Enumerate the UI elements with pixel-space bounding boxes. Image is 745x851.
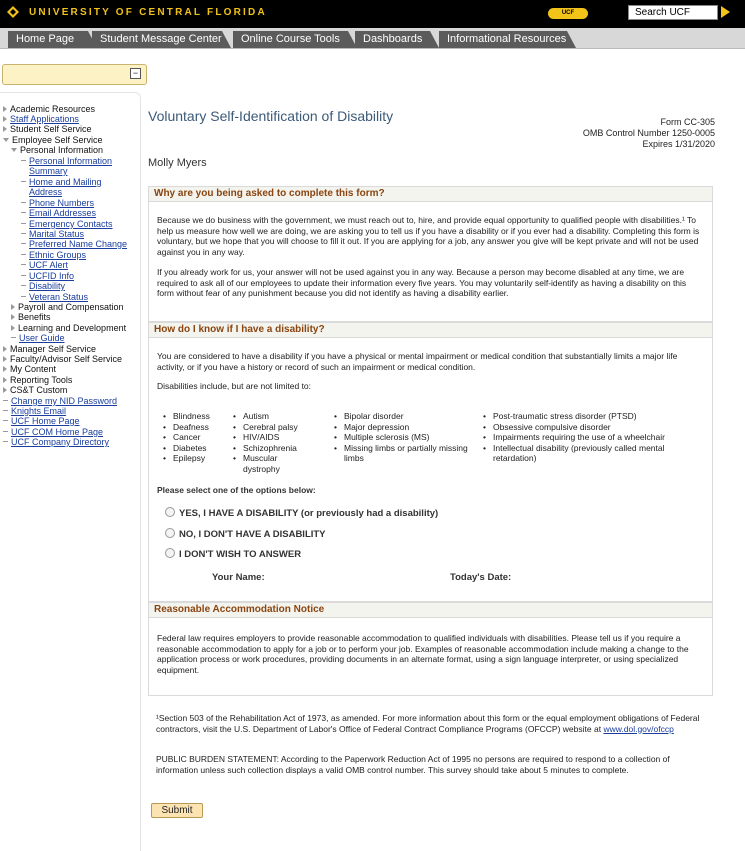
section-heading: Reasonable Accommodation Notice <box>149 603 712 618</box>
list-item: • Cerebral palsy <box>231 422 321 433</box>
sidebar-item-employee-self-service[interactable]: Employee Self Service <box>3 135 103 145</box>
expand-arrow-icon <box>3 106 7 112</box>
sidebar-item-payroll-compensation[interactable]: Payroll and Compensation <box>11 302 124 312</box>
collapse-arrow-icon <box>11 148 17 152</box>
sidebar-header <box>2 64 147 85</box>
sidebar-item-ucf-company-directory[interactable]: UCF Company Directory <box>3 437 109 447</box>
sidebar-item-faculty-advisor[interactable]: Faculty/Advisor Self Service <box>3 354 122 364</box>
sidebar-item-marital-status[interactable]: Marital Status <box>21 229 84 239</box>
sidebar-item-knights-email[interactable]: Knights Email <box>3 406 66 416</box>
sidebar-item-personal-information-summary[interactable]: Personal Information Summary <box>21 156 121 176</box>
select-prompt: Please select one of the options below: <box>157 485 316 495</box>
expand-arrow-icon <box>3 346 7 352</box>
sidebar-item-emergency-contacts[interactable]: Emergency Contacts <box>21 219 113 229</box>
expand-arrow-icon <box>11 304 15 310</box>
sidebar-item-my-content[interactable]: My Content <box>3 364 56 374</box>
sidebar-item-preferred-name-change[interactable]: Preferred Name Change <box>21 239 127 249</box>
sidebar-item-student-self-service[interactable]: Student Self Service <box>3 124 92 134</box>
ucf-badge[interactable]: UCF <box>548 8 588 19</box>
tab-home-page[interactable]: Home Page <box>8 31 88 48</box>
option-no-disability[interactable]: NO, I DON'T HAVE A DISABILITY <box>165 528 326 540</box>
sidebar-item-ucf-com-home-page[interactable]: UCF COM Home Page <box>3 427 103 437</box>
sidebar-item-disability[interactable]: Disability <box>21 281 65 291</box>
dol-ofccp-link[interactable]: www.dol.gov/ofccp <box>603 723 674 734</box>
sidebar-item-reporting-tools[interactable]: Reporting Tools <box>3 375 72 385</box>
search-input[interactable]: Search UCF <box>628 5 718 20</box>
list-item: • Bipolar disorder <box>332 411 482 422</box>
your-name-label: Your Name: <box>212 572 265 583</box>
expiration-date: Expires 1/31/2020 <box>642 139 715 149</box>
sidebar-item-email-addresses[interactable]: Email Addresses <box>21 208 96 218</box>
sidebar-item-ucf-home-page[interactable]: UCF Home Page <box>3 416 80 426</box>
sidebar-item-change-nid-password[interactable]: Change my NID Password <box>3 396 117 406</box>
person-name: Molly Myers <box>148 157 207 169</box>
accommodation-panel <box>148 602 713 696</box>
top-banner <box>0 0 745 28</box>
form-identifier <box>540 117 715 150</box>
sidebar-item-cst-custom[interactable]: CS&T Custom <box>3 385 67 395</box>
paragraph: Disabilities include, but are not limited to: <box>157 381 312 391</box>
list-item: • Impairments requiring the use of a wheelchair <box>481 432 693 443</box>
expand-arrow-icon <box>3 126 7 132</box>
pegasus-logo-icon <box>6 5 20 19</box>
paragraph: Federal law requires employers to provide reasonable accommodation to qualified individuals with disabilities. Please tell us if you require a reasonable accommodation to apply for a job or to perform your job. Examples of reasonable accommodation include making a change to the application process or work procedures, providing documents in an alternate format, using a sign language interpreter, or using specialized equipment. <box>157 633 689 675</box>
sidebar-item-benefits[interactable]: Benefits <box>11 312 51 322</box>
list-item: • Diabetes <box>161 443 231 454</box>
expand-arrow-icon <box>3 387 7 393</box>
sidebar-item-manager-self-service[interactable]: Manager Self Service <box>3 344 96 354</box>
sidebar-item-ucf-alert[interactable]: UCF Alert <box>21 260 68 270</box>
expand-arrow-icon <box>3 116 7 122</box>
list-item: • Muscular dystrophy <box>231 453 295 474</box>
sidebar-item-user-guide[interactable]: User Guide <box>11 333 65 343</box>
list-item: • Obsessive compulsive disorder <box>481 422 693 433</box>
sidebar-item-ethnic-groups[interactable]: Ethnic Groups <box>21 250 86 260</box>
why-asked-panel <box>148 186 713 322</box>
collapse-icon[interactable]: − <box>130 68 141 79</box>
sidebar-item-academic-resources[interactable]: Academic Resources <box>3 104 95 114</box>
sidebar-item-learning-development[interactable]: Learning and Development <box>11 323 126 333</box>
todays-date-label: Today's Date: <box>450 572 512 583</box>
how-to-know-panel <box>148 322 713 602</box>
list-item: • Cancer <box>161 432 231 443</box>
submit-button[interactable]: Submit <box>151 803 203 818</box>
radio-button[interactable] <box>165 528 175 538</box>
sidebar-item-ucfid-info[interactable]: UCFID Info <box>21 271 74 281</box>
list-item: • Deafness <box>161 422 231 433</box>
list-item: • Autism <box>231 411 321 422</box>
tab-student-message-center[interactable]: Student Message Center <box>92 31 222 48</box>
list-item: • Major depression <box>332 422 482 433</box>
expand-arrow-icon <box>11 314 15 320</box>
expand-arrow-icon <box>3 356 7 362</box>
sidebar-item-veteran-status[interactable]: Veteran Status <box>21 292 88 302</box>
section-heading: Why are you being asked to complete this form? <box>149 187 712 202</box>
expand-arrow-icon <box>3 377 7 383</box>
tab-online-course-tools[interactable]: Online Course Tools <box>233 31 348 48</box>
expand-arrow-icon <box>11 325 15 331</box>
search-go-icon[interactable] <box>721 6 730 18</box>
sidebar-item-home-mailing-address[interactable]: Home and Mailing Address <box>21 177 109 197</box>
list-item: • Missing limbs or partially missing limbs <box>332 443 482 464</box>
public-burden-statement: PUBLIC BURDEN STATEMENT: According to the Paperwork Reduction Act of 1995 no persons are required to respond to a collection of information unless such collection displays a valid OMB control number. This survey should take about 5 minutes to complete. <box>156 754 670 775</box>
list-item: • Intellectual disability (previously called mental retardation) <box>481 443 693 464</box>
section-heading: How do I know if I have a disability? <box>149 323 712 338</box>
list-item: • Blindness <box>161 411 231 422</box>
disability-list-col4 <box>481 411 693 464</box>
option-no-answer[interactable]: I DON'T WISH TO ANSWER <box>165 548 301 560</box>
sidebar-item-phone-numbers[interactable]: Phone Numbers <box>21 198 94 208</box>
page-title: Voluntary Self-Identification of Disability <box>148 108 394 124</box>
list-item: • Schizophrenia <box>231 443 321 454</box>
list-item: • HIV/AIDS <box>231 432 321 443</box>
disability-list-col2 <box>231 411 321 474</box>
radio-button[interactable] <box>165 507 175 517</box>
tab-dashboards[interactable]: Dashboards <box>355 31 430 48</box>
footnote: ¹Section 503 of the Rehabilitation Act of 1973, as amended. For more information about this form or the equal employment obligations of Federal contractors, visit the U.S. Department of Labor's Office of Federal Contract Compliance Programs (OFCCP) website at www.dol.gov/ofccp <box>156 713 700 734</box>
collapse-arrow-icon <box>3 138 9 142</box>
list-item: • Multiple sclerosis (MS) <box>332 432 482 443</box>
main-tab-bar <box>0 28 745 49</box>
disability-list-col3 <box>332 411 482 464</box>
paragraph: You are considered to have a disability if you have a physical or mental impairment or medical condition that substantially limits a major life activity, or if you have a history or record of such an impairment or medical condition. <box>157 351 678 372</box>
list-item: • Post-traumatic stress disorder (PTSD) <box>481 411 693 422</box>
radio-button[interactable] <box>165 548 175 558</box>
university-name: UNIVERSITY OF CENTRAL FLORIDA <box>29 7 267 18</box>
disability-list-col1 <box>161 411 231 464</box>
sidebar-item-personal-information[interactable]: Personal Information <box>11 145 103 155</box>
form-number: Form CC-305 <box>660 117 715 127</box>
paragraph: If you already work for us, your answer will not be used against you in any way. Because a person may become disabled at any time, we are required to ask all of our employees to update their information every five years. You may voluntarily self-identify as having a disability on this form without fear of any punishment because you did not identify as having a disability earlier. <box>157 267 687 298</box>
option-yes-disability[interactable]: YES, I HAVE A DISABILITY (or previously had a disability) <box>165 507 438 519</box>
omb-control-number: OMB Control Number 1250-0005 <box>582 128 715 138</box>
expand-arrow-icon <box>3 366 7 372</box>
paragraph: Because we do business with the government, we must reach out to, hire, and provide equal opportunity to qualified people with disabilities.¹ To help us measure how well we are doing, we are asking you to tell us if you have a disability or if you ever had a disability. Completing this form is voluntary, but we hope that you will choose to fill it out. If you are applying for a job, any answer you give will be kept private and will not be used against you in any way. <box>157 215 700 257</box>
list-item: • Epilepsy <box>161 453 231 464</box>
tab-informational-resources[interactable]: Informational Resources <box>439 31 567 48</box>
sidebar-item-staff-applications[interactable]: Staff Applications <box>3 114 79 124</box>
